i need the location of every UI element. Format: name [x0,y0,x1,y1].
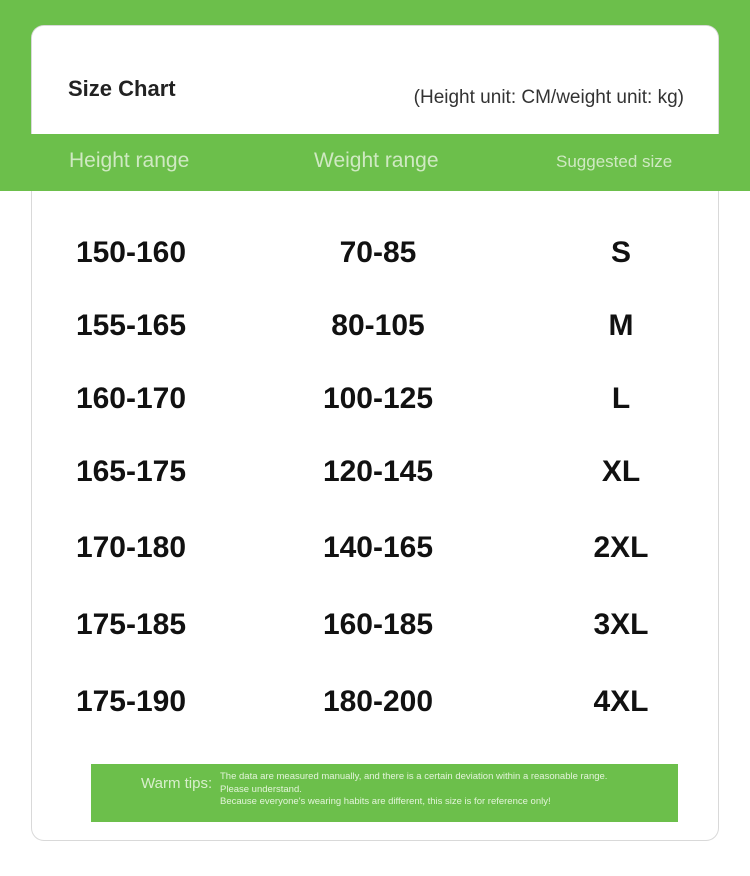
warm-tips-line: Please understand. [220,783,302,795]
size-cell: 2XL [593,531,649,564]
weight-cell: 160-185 [322,608,434,641]
column-header-size: Suggested size [556,152,673,171]
page-title: Size Chart [68,76,176,101]
height-cell: 175-190 [75,685,187,718]
size-cell: L [611,382,631,415]
weight-cell: 100-125 [322,382,434,415]
height-cell: 160-170 [75,382,187,415]
height-cell: 165-175 [75,455,187,488]
size-cell: 3XL [593,608,649,641]
height-cell: 170-180 [75,531,187,564]
height-cell: 150-160 [75,236,187,269]
table-row [0,309,750,349]
size-cell: 4XL [593,685,649,718]
weight-cell: 180-200 [322,685,434,718]
column-header-weight: Weight range [314,149,439,172]
column-header-height: Height range [69,149,190,172]
table-row [0,236,750,276]
warm-tips-line: The data are measured manually, and there is a certain deviation within a reasonable range. [220,771,608,782]
size-cell: S [610,236,631,269]
height-cell: 175-185 [75,608,187,641]
table-row [0,531,750,571]
warm-tips-line: Because everyone's wearing habits are different, this size is for reference only! [220,796,551,807]
warm-tips-label: Warm tips: [141,775,213,792]
table-row [0,685,750,725]
size-cell: XL [601,455,641,488]
unit-note: (Height unit: CM/weight unit: kg) [413,87,684,108]
table-row [0,608,750,648]
warm-tips-box [91,764,678,822]
weight-cell: 70-85 [339,236,417,269]
weight-cell: 140-165 [322,531,434,564]
weight-cell: 120-145 [322,455,434,488]
table-row [0,382,750,422]
weight-cell: 80-105 [331,309,425,342]
warm-tips-text [220,771,670,809]
size-cell: M [608,309,634,342]
height-cell: 155-165 [75,309,187,342]
table-row [0,455,750,495]
